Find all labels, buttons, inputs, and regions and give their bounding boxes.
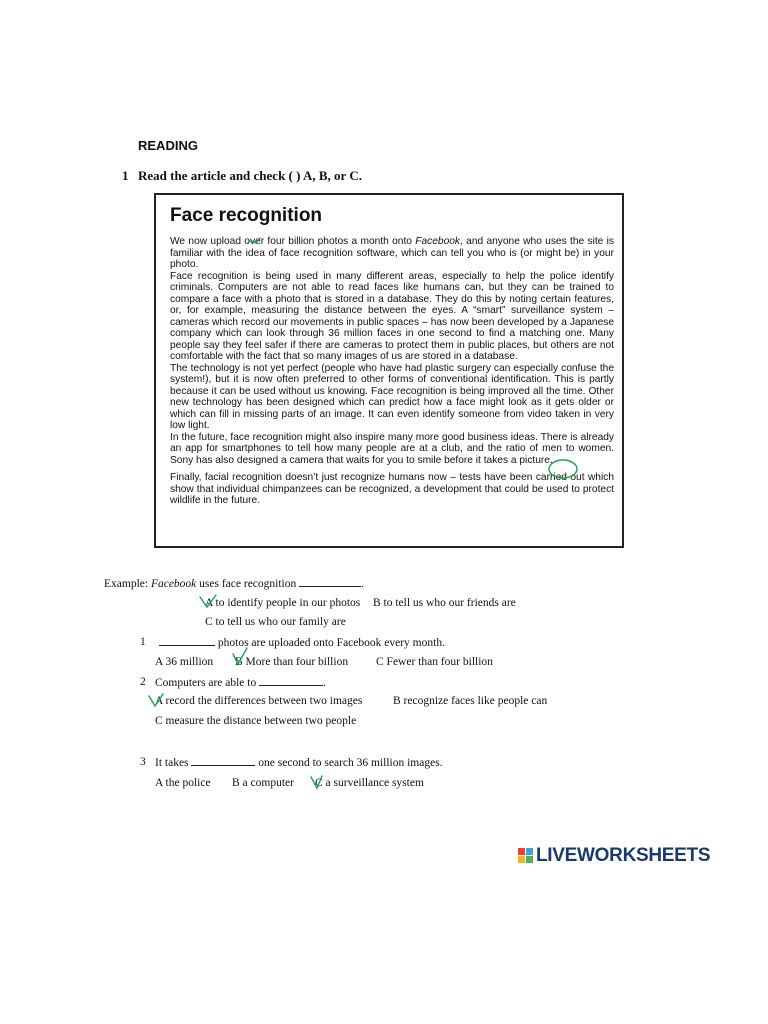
option-c[interactable]: C measure the distance between two people — [155, 715, 357, 727]
option-b[interactable]: B More than four billion — [235, 656, 349, 668]
question-1-number: 1 — [140, 636, 146, 648]
section-heading: READING — [138, 138, 198, 153]
example-italic: Facebook — [150, 578, 197, 590]
question-3-stem — [155, 756, 443, 769]
option-b[interactable]: B to tell us who our friends are — [373, 597, 516, 609]
option-b[interactable]: B recognize faces like people can — [393, 695, 548, 707]
article-paragraph: Face recognition is being used in many different areas, especially to help the police identify criminals. Computers are not able to read faces like humans can, but they can be trained to compare a face with a photo that is stored in a database. They do this by noting certain features, or, for example, measuring the distance between the eyes. A “smart” surveillance system – cameras which record our movements in public spaces – has now been developed by a Japanese company which can look through 36 million faces in one second to find a matching one. Many people say they feel safer if there are cameras to protect them in public places, but others are not comfortable with the fact that so many images of us are stored in a database. — [170, 270, 614, 362]
option-c[interactable]: C Fewer than four billion — [376, 656, 493, 668]
logo-cubes-icon — [518, 848, 535, 865]
question-3-text: It takes — [155, 757, 189, 769]
option-a[interactable]: A record the differences between two images — [155, 695, 363, 707]
article-box — [154, 193, 624, 548]
instruction — [122, 168, 362, 184]
liveworksheets-logo — [518, 846, 710, 866]
article-paragraph — [170, 236, 614, 271]
answer-blank[interactable] — [159, 636, 215, 646]
answer-blank[interactable] — [299, 577, 361, 587]
question-1-stem — [159, 636, 445, 649]
question-2-stem — [155, 676, 326, 689]
article-title: Face recognition — [170, 205, 323, 226]
article-text: , and anyone who uses the site is familiar with the idea of face recognition software, which can tell you who is (or might be) in your photo. — [170, 236, 614, 270]
option-c[interactable]: C a surveillance system — [315, 777, 424, 789]
option-b[interactable]: B a computer — [232, 777, 294, 789]
example-end: . — [361, 578, 364, 590]
question-3-number: 3 — [140, 756, 146, 768]
option-a[interactable]: A the police — [155, 777, 211, 789]
answer-blank[interactable] — [191, 756, 255, 766]
instruction-number: 1 — [122, 168, 129, 183]
question-2-end: . — [323, 677, 326, 689]
example-text: uses face recognition — [196, 578, 297, 590]
option-c[interactable]: C to tell us who our family are — [205, 616, 346, 628]
instruction-text: Read the article and check ( ) A, B, or C. — [138, 168, 362, 183]
answer-blank[interactable] — [259, 676, 323, 686]
article-body — [170, 236, 614, 507]
option-a[interactable]: A 36 million — [155, 656, 214, 668]
option-a[interactable]: A to identify people in our photos — [205, 597, 361, 609]
article-paragraph: The technology is not yet perfect (people who have had plastic surgery can especially confuse the system!), but it is now often preferred to other forms of conventional identification. This is partly because it can be used without us knowing. Face recognition is being improved all the time. Other new technology has been designed which can predict how a face might look as it gets older or which can fill in missing parts of an image. It can even identify someone from video taken in very low light. — [170, 362, 614, 431]
article-paragraph: In the future, face recognition might also inspire many more good business ideas. There is already an app for smartphones to tell how many people are at a club, and the ratio of men to women. Sony has also designed a camera that waits for you to smile before it takes a picture. — [170, 431, 614, 466]
article-italic: Facebook — [415, 236, 461, 247]
example-stem — [104, 577, 364, 590]
question-2-number: 2 — [140, 676, 146, 688]
example-label: Example: — [104, 578, 149, 590]
question-3-text: one second to search 36 million images. — [255, 757, 443, 769]
article-paragraph: Finally, facial recognition doesn’t just recognize humans now – tests have been carried out which show that individual chimpanzees can be recognized, a development that could be used to protect wildlife in the future. — [170, 472, 614, 506]
article-text: We now upload over four billion photos a month onto — [170, 236, 416, 247]
question-1-text: photos are uploaded onto Facebook every month. — [215, 637, 445, 649]
question-2-text: Computers are able to — [155, 677, 257, 689]
logo-text: LIVEWORKSHEETS — [536, 845, 711, 866]
